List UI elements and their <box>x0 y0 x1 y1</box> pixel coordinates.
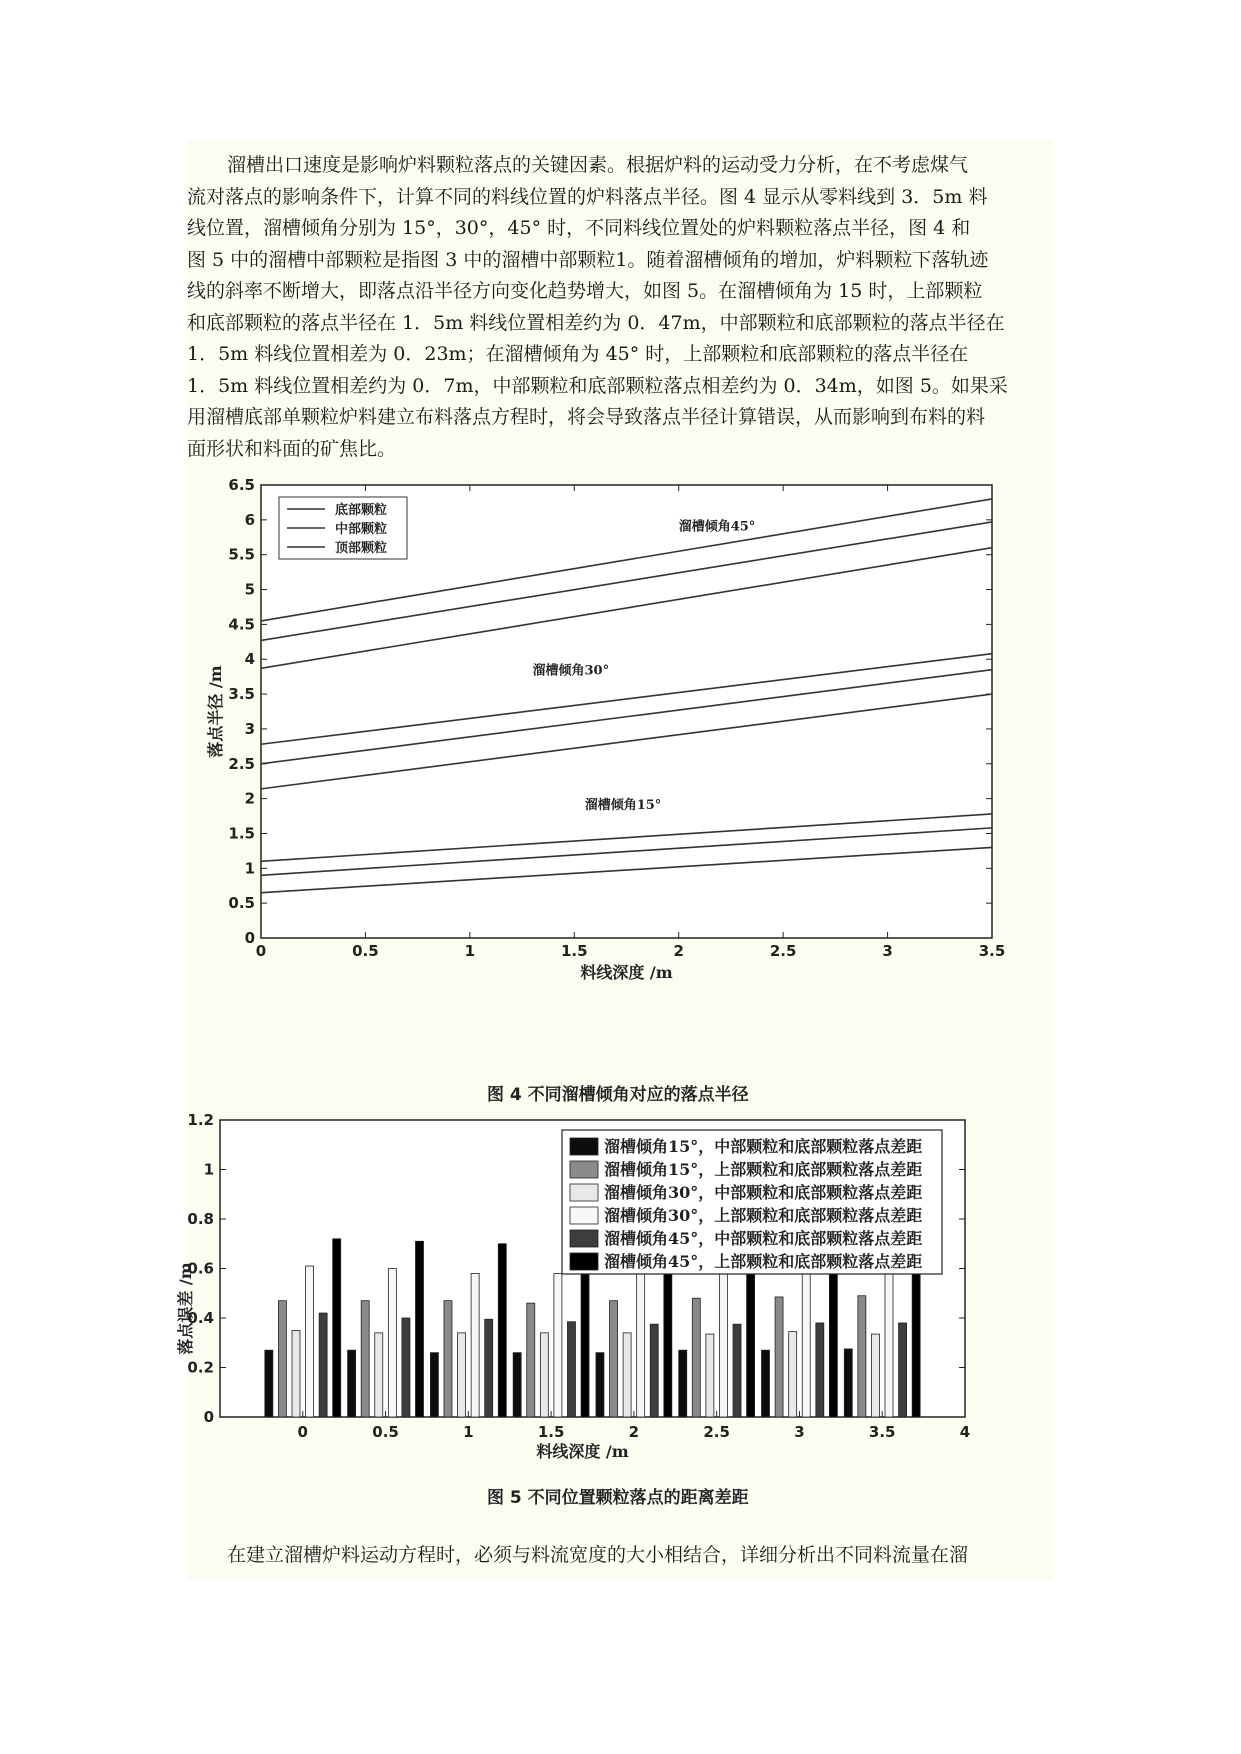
legend-label: 溜槽倾角15°，上部颗粒和底部颗粒落点差距 <box>604 1160 923 1179</box>
paragraph-line: 和底部颗粒的落点半径在 1．5m 料线位置相差约为 0．47m，中部颗粒和底部颗粒的落点半径在 <box>187 311 1005 334</box>
y-tick-label: 2 <box>244 789 255 808</box>
bar <box>596 1353 604 1417</box>
figure-4-chart <box>206 476 1027 1065</box>
bar <box>623 1333 631 1417</box>
x-axis-label: 料线深度 /m <box>580 963 673 982</box>
bar <box>775 1297 783 1417</box>
bar <box>292 1330 300 1417</box>
bar <box>430 1353 438 1417</box>
bar <box>762 1350 770 1417</box>
legend-swatch <box>570 1184 598 1201</box>
bar <box>319 1313 327 1417</box>
y-tick-label: 1 <box>244 859 255 878</box>
bar <box>567 1322 575 1417</box>
legend-swatch <box>570 1230 598 1247</box>
series-annotation: 溜槽倾角30° <box>532 663 610 679</box>
y-tick-label: 6.5 <box>228 476 255 494</box>
x-tick-label: 2.5 <box>703 1423 730 1441</box>
figure-5-caption: 图 5 不同位置颗粒落点的距离差距 <box>487 1488 749 1508</box>
y-tick-label: 0.4 <box>187 1309 214 1327</box>
y-axis-label: 落点半径 /m <box>206 665 225 758</box>
legend-label: 溜槽倾角30°，上部颗粒和底部颗粒落点差距 <box>604 1206 923 1225</box>
paragraph-line: 流对落点的影响条件下，计算不同的料线位置的炉料落点半径。图 4 显示从零料线到 3．5m 料 <box>187 185 988 208</box>
y-tick-label: 1.5 <box>228 824 255 843</box>
y-tick-label: 1 <box>203 1160 214 1179</box>
y-tick-label: 3 <box>244 719 255 738</box>
x-tick-label: 2.5 <box>769 942 797 960</box>
bar <box>540 1333 548 1417</box>
legend <box>562 1130 942 1274</box>
x-tick-label: 0 <box>255 942 267 960</box>
x-tick-label: 0.5 <box>372 1423 399 1441</box>
bar <box>637 1271 645 1417</box>
bar <box>885 1270 893 1417</box>
paragraph-line: 图 5 中的溜槽中部颗粒是指图 3 中的溜槽中部颗粒1。随着溜槽倾角的增加，炉料颗粒下落轨迹 <box>187 248 989 271</box>
bar <box>471 1273 479 1417</box>
x-axis-label: 料线深度 /m <box>536 1442 629 1461</box>
paragraph-line: 1．5m 料线位置相差为 0．23m；在溜槽倾角为 45° 时，上部颗粒和底部颗粒的落点半径在 <box>187 343 969 365</box>
bar <box>361 1301 369 1417</box>
paragraph-2: 在建立溜槽炉料运动方程时，必须与料流宽度的大小相结合，详细分析出不同料流量在溜 <box>227 1544 969 1566</box>
y-tick-label: 5 <box>244 580 255 599</box>
y-tick-label: 5.5 <box>228 545 255 564</box>
bar <box>458 1333 466 1417</box>
bar <box>871 1334 879 1417</box>
x-tick-label: 1 <box>464 942 476 960</box>
x-tick-label: 1.5 <box>560 942 588 960</box>
y-tick-label: 4.5 <box>228 615 255 634</box>
paragraph-line: 线的斜率不断增大，即落点沿半径方向变化趋势增大，如图 5。在溜槽倾角为 15 时，上部颗粒 <box>187 280 983 302</box>
x-tick-label: 3.5 <box>978 942 1006 960</box>
y-tick-label: 0.5 <box>228 894 255 913</box>
bar <box>733 1324 741 1417</box>
bar <box>692 1298 700 1417</box>
bar <box>844 1349 852 1417</box>
legend-swatch <box>570 1253 598 1270</box>
article-body <box>176 140 1053 1580</box>
x-tick-label: 3 <box>794 1423 805 1441</box>
bar <box>650 1324 658 1417</box>
bar <box>802 1270 810 1417</box>
paragraph-line: 面形状和料面的矿焦比。 <box>187 437 397 460</box>
bar <box>858 1296 866 1417</box>
legend-swatch <box>570 1161 598 1178</box>
bar <box>348 1350 356 1417</box>
bar <box>679 1350 687 1417</box>
paragraph-line: 溜槽出口速度是影响炉料颗粒落点的关键因素。根据炉料的运动受力分析，在不考虑煤气 <box>227 154 969 176</box>
legend-label: 溜槽倾角45°，上部颗粒和底部颗粒落点差距 <box>604 1252 923 1271</box>
bar <box>415 1241 423 1417</box>
bar <box>485 1319 493 1417</box>
legend-label: 溜槽倾角15°，中部颗粒和底部颗粒落点差距 <box>604 1137 923 1156</box>
bar <box>265 1350 273 1417</box>
y-tick-label: 3.5 <box>228 685 255 704</box>
legend-label: 中部颗粒 <box>335 522 388 537</box>
legend-swatch <box>570 1138 598 1155</box>
y-tick-label: 6 <box>244 510 255 529</box>
series-annotation: 溜槽倾角15° <box>584 798 662 814</box>
x-tick-label: 3 <box>882 942 893 960</box>
x-tick-label: 2 <box>628 1423 640 1441</box>
paragraph-line: 线位置，溜槽倾角分别为 15°，30°，45° 时，不同料线位置处的炉料颗粒落点半径，图 4 和 <box>187 217 971 239</box>
paragraph-1 <box>187 150 1053 465</box>
y-tick-label: 2.5 <box>228 754 255 773</box>
y-tick-label: 1.2 <box>187 1111 214 1129</box>
y-tick-label: 0.6 <box>187 1259 214 1278</box>
legend-label: 顶部颗粒 <box>335 541 388 556</box>
series-annotation: 溜槽倾角45° <box>678 519 756 535</box>
bar <box>444 1301 452 1417</box>
x-tick-label: 0.5 <box>352 942 379 960</box>
y-tick-label: 0 <box>203 1408 214 1426</box>
legend-swatch <box>570 1207 598 1224</box>
paragraph-line: 1．5m 料线位置相差约为 0．7m，中部颗粒和底部颗粒落点相差约为 0．34m，如图 5。如果采 <box>187 374 1008 397</box>
x-tick-label: 4 <box>959 1423 971 1441</box>
legend-label: 底部颗粒 <box>335 503 388 518</box>
bar <box>402 1318 410 1417</box>
bar <box>706 1334 714 1417</box>
bar <box>306 1266 314 1417</box>
legend-label: 溜槽倾角45°，中部颗粒和底部颗粒落点差距 <box>604 1229 923 1248</box>
x-tick-label: 3.5 <box>868 1423 896 1441</box>
legend <box>279 497 407 559</box>
bar <box>278 1301 286 1417</box>
x-tick-label: 2 <box>673 942 684 960</box>
bar <box>513 1353 521 1417</box>
bar <box>899 1323 907 1417</box>
bar <box>388 1269 396 1418</box>
bar <box>610 1301 618 1417</box>
bar <box>719 1271 727 1417</box>
x-tick-label: 1 <box>463 1423 474 1441</box>
y-tick-label: 0.2 <box>187 1358 214 1377</box>
bar <box>375 1333 383 1417</box>
bar <box>789 1332 797 1417</box>
bar <box>498 1244 506 1417</box>
y-tick-label: 4 <box>244 650 255 669</box>
y-tick-label: 0.8 <box>187 1210 214 1228</box>
y-tick-label: 0 <box>244 929 255 947</box>
y-axis-label: 落点误差 /m <box>176 1262 195 1355</box>
x-tick-label: 0 <box>297 1423 308 1441</box>
figure-4 <box>206 476 1027 1065</box>
x-tick-label: 1.5 <box>537 1423 565 1441</box>
paragraph-line: 用溜槽底部单颗粒炉料建立布料落点方程时，将会导致落点半径计算错误，从而影响到布料的料 <box>187 406 986 428</box>
figure-4-caption: 图 4 不同溜槽倾角对应的落点半径 <box>487 1085 749 1105</box>
bar <box>816 1323 824 1417</box>
bar <box>527 1303 535 1417</box>
legend-label: 溜槽倾角30°，中部颗粒和底部颗粒落点差距 <box>604 1183 923 1202</box>
bar <box>554 1273 562 1417</box>
bar <box>333 1239 341 1417</box>
